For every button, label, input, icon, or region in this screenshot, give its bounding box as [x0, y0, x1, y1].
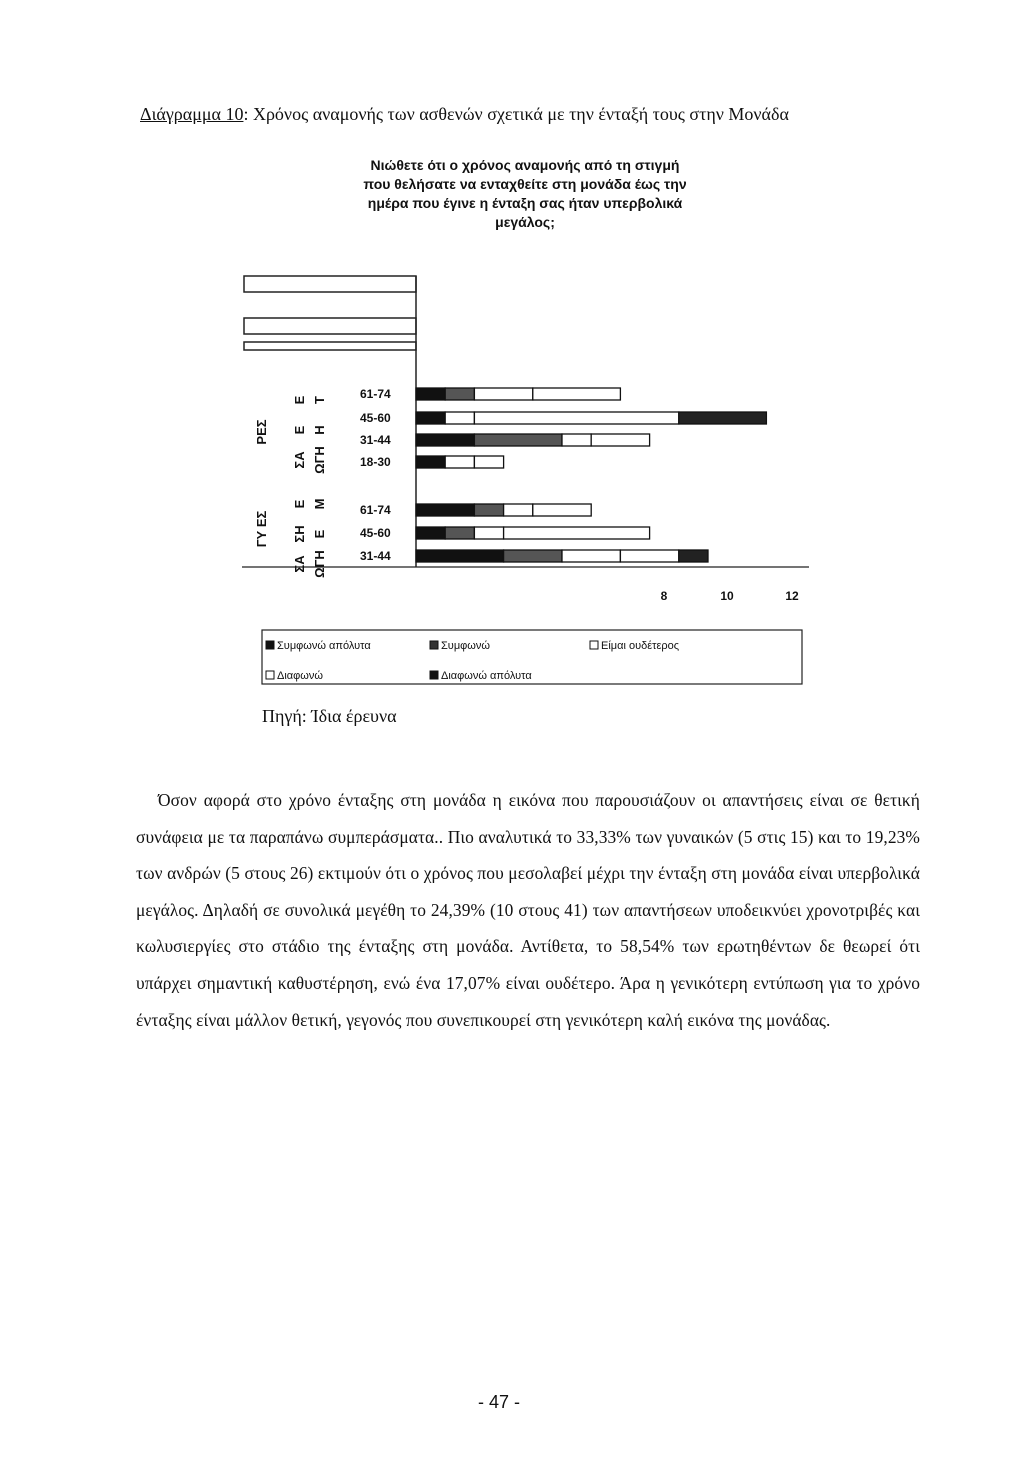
- group-label-inner: ΩΓΗ: [312, 446, 327, 474]
- bar-segment: [504, 550, 562, 562]
- legend-swatch: [266, 641, 274, 649]
- bar-segment: [474, 412, 678, 424]
- x-tick-label: 12: [785, 589, 799, 603]
- bar-segment: [416, 456, 445, 468]
- group-label-inner: Η: [312, 425, 327, 435]
- group-label-inner: Ε: [292, 425, 307, 435]
- legend-box: [262, 630, 802, 684]
- bar-segment: [474, 388, 532, 400]
- legend-swatch: [590, 641, 598, 649]
- bar-segment: [679, 550, 708, 562]
- group-label-inner: Τ: [312, 396, 327, 404]
- legend-label: Συμφωνώ απόλυτα: [277, 640, 371, 652]
- category-label: 45-60: [360, 526, 391, 540]
- stacked-bar-chart: [242, 142, 809, 697]
- bar-segment: [445, 527, 474, 539]
- legend-label: Είμαι ουδέτερος: [601, 640, 680, 652]
- legend-swatch: [430, 641, 438, 649]
- figure-caption-label: Διάγραμμα 10: [140, 104, 244, 124]
- group-label-inner: ΩΓΗ: [312, 550, 327, 578]
- bar-segment: [562, 550, 620, 562]
- group-label-outer: ΡΕΣ: [254, 419, 269, 445]
- group-label-inner: ΣΑ: [292, 451, 307, 469]
- bar-segment: [474, 504, 503, 516]
- group-label-inner: Ε: [292, 395, 307, 405]
- group-label-inner: ΣΗ: [292, 525, 307, 543]
- bar-segment: [416, 434, 474, 446]
- bar-segment: [679, 412, 767, 424]
- chart-title-line: μεγάλος;: [495, 214, 555, 230]
- bar-segment: [474, 456, 503, 468]
- source-note: Πηγή: Ίδια έρευνα: [262, 706, 397, 726]
- figure-caption: [140, 104, 789, 125]
- legend-swatch: [430, 671, 438, 679]
- figure-caption-text: : Χρόνος αναμονής των ασθενών σχετικά με την ένταξή τους στην Μονάδα: [243, 104, 789, 124]
- bar-segment: [504, 504, 533, 516]
- group-label-inner: Ε: [312, 529, 327, 539]
- bar-segment: [533, 504, 591, 516]
- legend-swatch: [266, 671, 274, 679]
- bar-segment: [474, 434, 562, 446]
- bar-segment: [416, 412, 445, 424]
- x-tick-label: 8: [660, 589, 668, 603]
- bar-segment: [620, 550, 678, 562]
- group-label-inner: ΣΑ: [292, 555, 307, 573]
- category-label: 61-74: [360, 387, 391, 401]
- paragraph-text: Όσον αφορά στο χρόνο ένταξης στη μονάδα η εικόνα που παρουσιάζουν οι απαντήσεις είναι σε θετική συνάφεια με τα παραπάνω συμπεράσματα.. Πιο αναλυτικά το 33,33% των γυναικών (5 στις 15) και το 19,23% των ανδρών (5 στους 26) εκτιμούν ότι ο χρόνος που μεσολαβεί μέχρι την ένταξη στη μονάδα είναι υπερβολικά μεγάλος. Δηλαδή σε συνολικά μεγέθη το 24,39% (10 στους 41) των απαντήσεων υποδεικνύει χρονοτριβές και κωλυσιεργίες στο στάδιο της ένταξης στη μονάδα. Αντίθετα, το 58,54% των ερωτηθέντων δε θεωρεί ότι υπάρχει σημαντική καθυστέρηση, ενώ ένα 17,07% είναι ουδέτερο. Άρα η γενικότερη εντύπωση για το χρόνο ένταξης είναι μάλλον θετική, γεγονός που συνεπικουρεί στη γενικότερη καλή εικόνα της μονάδας.: [136, 790, 920, 1030]
- bar-segment: [591, 434, 649, 446]
- bar-segment: [445, 388, 474, 400]
- bar-segment: [416, 388, 445, 400]
- category-label: 45-60: [360, 411, 391, 425]
- bar-segment: [504, 527, 650, 539]
- bar-segment: [416, 550, 504, 562]
- body-paragraph: [136, 782, 920, 1038]
- bar-segment: [562, 434, 591, 446]
- chart-title-line: που θελήσατε να ενταχθείτε στη μονάδα έως την: [363, 176, 687, 192]
- category-label: 31-44: [360, 433, 391, 447]
- group-label-outer: ΓΥ ΕΣ: [254, 510, 269, 548]
- group-label-inner: Μ: [312, 498, 327, 510]
- legend-label: Διαφωνώ: [277, 670, 323, 682]
- chart-title-line: ημέρα που έγινε η ένταξη σας ήταν υπερβολικά: [367, 195, 683, 211]
- bar-segment: [445, 456, 474, 468]
- bar-segment: [416, 504, 474, 516]
- bar-segment: [445, 412, 474, 424]
- category-label: 61-74: [360, 503, 391, 517]
- chart-title-line: Νιώθετε ότι ο χρόνος αναμονής από τη στιγμή: [370, 157, 680, 173]
- bar-segment: [474, 527, 503, 539]
- category-label: 18-30: [360, 455, 391, 469]
- x-tick-label: 10: [720, 589, 734, 603]
- bar-segment: [533, 388, 621, 400]
- group-label-inner: Ε: [292, 499, 307, 509]
- category-label: 31-44: [360, 549, 391, 563]
- page-number: - 47 -: [478, 1392, 521, 1412]
- legend-label: Διαφωνώ απόλυτα: [441, 670, 532, 682]
- legend-label: Συμφωνώ: [441, 640, 490, 652]
- bar-segment: [416, 527, 445, 539]
